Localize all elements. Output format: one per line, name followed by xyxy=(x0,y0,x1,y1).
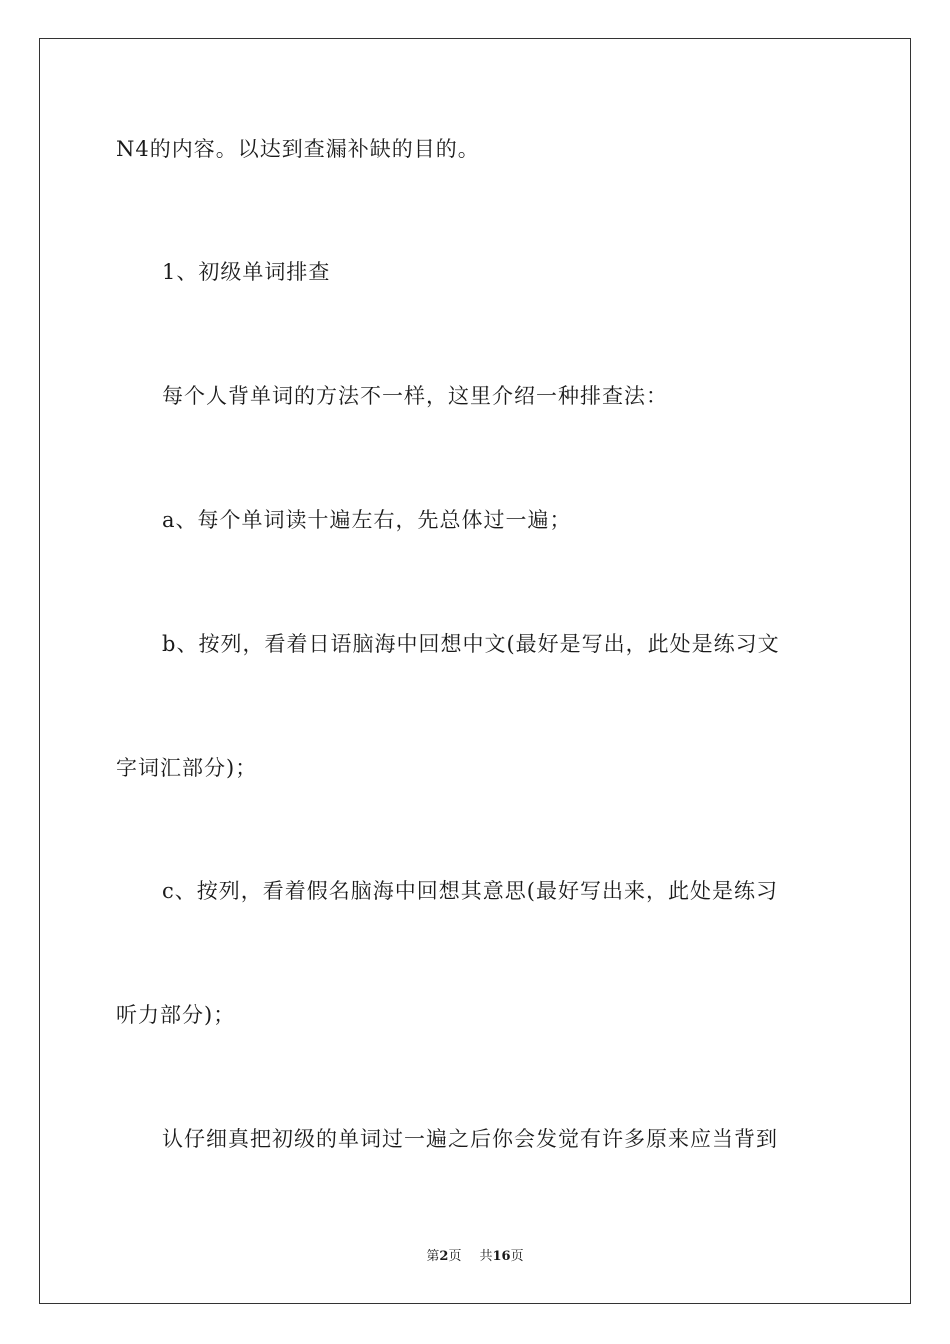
body-line: 每个人背单词的方法不一样，这里介绍一种排查法： xyxy=(162,384,668,408)
page-number: 2 xyxy=(439,1249,449,1264)
list-item-a: a、每个单词读十遍左右，先总体过一遍； xyxy=(162,508,572,532)
page-suffix: 页 xyxy=(448,1249,462,1264)
total-prefix: 共 xyxy=(479,1249,493,1264)
list-item-c-continuation: 听力部分)； xyxy=(116,1003,236,1027)
list-item-b: b、按列，看着日语脑海中回想中文(最好是写出，此处是练习文 xyxy=(162,632,780,656)
page-footer xyxy=(0,1248,950,1266)
list-item-c: c、按列，看着假名脑海中回想其意思(最好写出来，此处是练习 xyxy=(162,879,778,903)
section-heading: 1、初级单词排查 xyxy=(162,260,331,284)
body-line: 认仔细真把初级的单词过一遍之后你会发觉有许多原来应当背到 xyxy=(162,1127,778,1151)
total-pages: 16 xyxy=(492,1249,511,1264)
total-suffix: 页 xyxy=(510,1249,524,1264)
page-frame xyxy=(39,38,911,1304)
body-line: N4的内容。以达到查漏补缺的目的。 xyxy=(116,137,480,161)
page-prefix: 第 xyxy=(426,1249,440,1264)
list-item-b-continuation: 字词汇部分)； xyxy=(116,756,258,780)
